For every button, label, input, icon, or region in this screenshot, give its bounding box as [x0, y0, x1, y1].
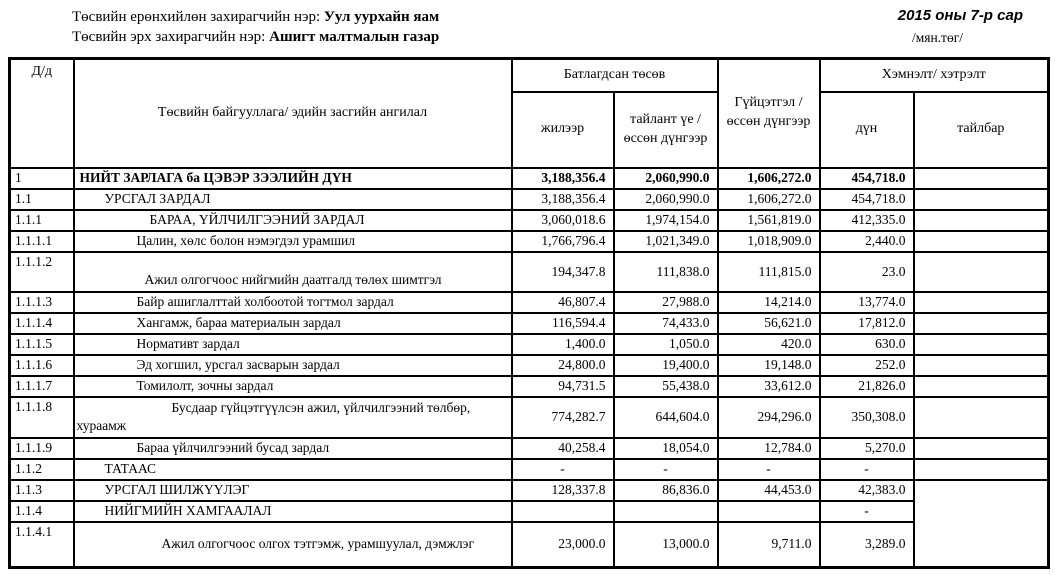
cell-value: 3,188,356.4 [512, 189, 614, 210]
cell-value: 1,561,819.0 [718, 210, 820, 231]
cell-value: 24,800.0 [512, 355, 614, 376]
cell-value: 21,826.0 [820, 376, 914, 397]
row-number: 1.1.1.5 [10, 334, 74, 355]
cell-value: 55,438.0 [614, 376, 718, 397]
cell-value: 13,000.0 [614, 522, 718, 568]
row-number: 1.1 [10, 189, 74, 210]
note-cell [914, 189, 1049, 210]
row-label: Томилолт, зочны зардал [74, 376, 512, 397]
cell-value: 44,453.0 [718, 480, 820, 501]
cell-value: 42,383.0 [820, 480, 914, 501]
row-label: ТАТААС [74, 459, 512, 480]
table-row [10, 189, 1049, 210]
col-header-num: Д/д [10, 59, 74, 168]
row-number: 1.1.1.7 [10, 376, 74, 397]
row-label: Байр ашиглалттай холбоотой тогтмол зардал [74, 292, 512, 313]
col-header-savings-overrun: Хэмнэлт/ хэтрэлт [820, 59, 1049, 92]
cell-value: 5,270.0 [820, 438, 914, 459]
cell-value [512, 501, 614, 522]
row-label: Цалин, хөлс болон нэмэгдэл урамшил [74, 231, 512, 252]
note-cell [914, 480, 1049, 568]
cell-value: 14,214.0 [718, 292, 820, 313]
cell-value: 412,335.0 [820, 210, 914, 231]
cell-value: - [820, 501, 914, 522]
cell-value: 23,000.0 [512, 522, 614, 568]
table-row [10, 231, 1049, 252]
cell-value: 2,440.0 [820, 231, 914, 252]
table-body [10, 168, 1049, 568]
cell-value: 1,018,909.0 [718, 231, 820, 252]
cell-value: 86,836.0 [614, 480, 718, 501]
table-row [10, 313, 1049, 334]
row-label: Ажил олгогчоос нийгмийн даатгалд төлөх шимтгэл [74, 252, 512, 292]
cell-value: 454,718.0 [820, 168, 914, 189]
table-row [10, 252, 1049, 292]
row-label: БАРАА, ҮЙЛЧИЛГЭЭНИЙ ЗАРДАЛ [74, 210, 512, 231]
cell-value: 128,337.8 [512, 480, 614, 501]
row-number: 1.1.1.6 [10, 355, 74, 376]
cell-value: 13,774.0 [820, 292, 914, 313]
note-cell [914, 231, 1049, 252]
cell-value: 1,021,349.0 [614, 231, 718, 252]
col-header-note: тайлбар [914, 92, 1049, 168]
table-row [10, 210, 1049, 231]
cell-value [718, 501, 820, 522]
table-row [10, 168, 1049, 189]
cell-value: 2,060,990.0 [614, 189, 718, 210]
table-row [10, 334, 1049, 355]
table-row [10, 480, 1049, 501]
table-row [10, 355, 1049, 376]
cell-value: 1,400.0 [512, 334, 614, 355]
table-row [10, 501, 1049, 522]
cell-value: - [820, 459, 914, 480]
note-cell [914, 313, 1049, 334]
note-cell [914, 334, 1049, 355]
cell-value: 3,289.0 [820, 522, 914, 568]
cell-value: 111,815.0 [718, 252, 820, 292]
col-header-org: Төсвийн байгууллага/ эдийн засгийн ангилал [74, 59, 512, 168]
row-number: 1.1.1 [10, 210, 74, 231]
col-header-yearly: жилээр [512, 92, 614, 168]
row-number: 1.1.3 [10, 480, 74, 501]
col-header-approved-budget: Батлагдсан төсөв [512, 59, 718, 92]
note-cell [914, 210, 1049, 231]
cell-value: 1,050.0 [614, 334, 718, 355]
authorized-administrator-line [72, 29, 439, 46]
budget-table [8, 57, 1050, 569]
row-number: 1.1.1.4 [10, 313, 74, 334]
cell-value: 116,594.4 [512, 313, 614, 334]
note-cell [914, 376, 1049, 397]
cell-value: 3,188,356.4 [512, 168, 614, 189]
note-cell [914, 168, 1049, 189]
note-cell [914, 252, 1049, 292]
cell-value: 1,974,154.0 [614, 210, 718, 231]
note-cell [914, 292, 1049, 313]
cell-value: 2,060,990.0 [614, 168, 718, 189]
row-number: 1.1.4 [10, 501, 74, 522]
cell-value: 1,606,272.0 [718, 168, 820, 189]
cell-value: 18,054.0 [614, 438, 718, 459]
table-row [10, 522, 1049, 568]
table-header-row-1 [10, 59, 1049, 92]
row-label: Ажил олгогчоос олгох тэтгэмж, урамшуулал, дэмжлэг [74, 522, 512, 568]
row-number: 1.1.4.1 [10, 522, 74, 568]
col-header-execution: Гүйцэтгэл /өссөн дүнгээр [718, 59, 820, 168]
cell-value: 12,784.0 [718, 438, 820, 459]
cell-value: - [512, 459, 614, 480]
row-label: УРСГАЛ ШИЛЖҮҮЛЭГ [74, 480, 512, 501]
note-cell [914, 438, 1049, 459]
cell-value: 33,612.0 [718, 376, 820, 397]
cell-value: 252.0 [820, 355, 914, 376]
cell-value: 3,060,018.6 [512, 210, 614, 231]
cell-value: 194,347.8 [512, 252, 614, 292]
row-label: Нормативт зардал [74, 334, 512, 355]
cell-value: 23.0 [820, 252, 914, 292]
col-header-amount: дүн [820, 92, 914, 168]
currency-unit: /мян.төг/ [911, 30, 963, 45]
report-period: 2015 оны 7-р сар [897, 7, 1023, 24]
authorized-administrator-value: Ашигт малтмалын газар [269, 29, 440, 45]
chief-administrator-label: Төсвийн ерөнхийлөн захирагчийн нэр: [72, 9, 324, 25]
table-row [10, 459, 1049, 480]
row-label: Бараа үйлчилгээний бусад зардал [74, 438, 512, 459]
cell-value: 40,258.4 [512, 438, 614, 459]
row-number: 1.1.1.2 [10, 252, 74, 292]
note-cell [914, 459, 1049, 480]
note-cell [914, 355, 1049, 376]
cell-value: 17,812.0 [820, 313, 914, 334]
row-number: 1.1.1.3 [10, 292, 74, 313]
cell-value: 644,604.0 [614, 397, 718, 438]
cell-value: 1,606,272.0 [718, 189, 820, 210]
cell-value: 19,400.0 [614, 355, 718, 376]
row-label: НИЙТ ЗАРЛАГА ба ЦЭВЭР ЗЭЭЛИЙН ДҮН [74, 168, 512, 189]
table-row [10, 376, 1049, 397]
cell-value: 774,282.7 [512, 397, 614, 438]
cell-value: 1,766,796.4 [512, 231, 614, 252]
col-header-reporting-period: тайлант үе /өссөн дүнгээр [614, 92, 718, 168]
note-cell [914, 397, 1049, 438]
cell-value: 350,308.0 [820, 397, 914, 438]
cell-value: 294,296.0 [718, 397, 820, 438]
row-number: 1.1.2 [10, 459, 74, 480]
cell-value: 19,148.0 [718, 355, 820, 376]
table-row [10, 397, 1049, 438]
row-label: Хангамж, бараа материалын зардал [74, 313, 512, 334]
cell-value: 630.0 [820, 334, 914, 355]
row-label: НИЙГМИЙН ХАМГААЛАЛ [74, 501, 512, 522]
cell-value: 111,838.0 [614, 252, 718, 292]
cell-value: 9,711.0 [718, 522, 820, 568]
row-number: 1 [10, 168, 74, 189]
chief-administrator-line [72, 9, 439, 26]
table-row [10, 438, 1049, 459]
cell-value: 454,718.0 [820, 189, 914, 210]
table-row [10, 292, 1049, 313]
row-label: Бусдаар гүйцэтгүүлсэн ажил, үйлчилгээний төлбөр, хураамж [74, 397, 512, 438]
chief-administrator-value: Уул уурхайн яам [323, 9, 440, 25]
cell-value: 94,731.5 [512, 376, 614, 397]
row-label: Эд хогшил, урсгал засварын зардал [74, 355, 512, 376]
cell-value: - [614, 459, 718, 480]
row-number: 1.1.1.9 [10, 438, 74, 459]
cell-value: 56,621.0 [718, 313, 820, 334]
row-number: 1.1.1.8 [10, 397, 74, 438]
authorized-administrator-label: Төсвийн эрх захирагчийн нэр: [72, 29, 270, 45]
row-label: УРСГАЛ ЗАРДАЛ [74, 189, 512, 210]
row-number: 1.1.1.1 [10, 231, 74, 252]
cell-value: 74,433.0 [614, 313, 718, 334]
cell-value: 420.0 [718, 334, 820, 355]
cell-value: 46,807.4 [512, 292, 614, 313]
cell-value: - [718, 459, 820, 480]
cell-value: 27,988.0 [614, 292, 718, 313]
cell-value [614, 501, 718, 522]
